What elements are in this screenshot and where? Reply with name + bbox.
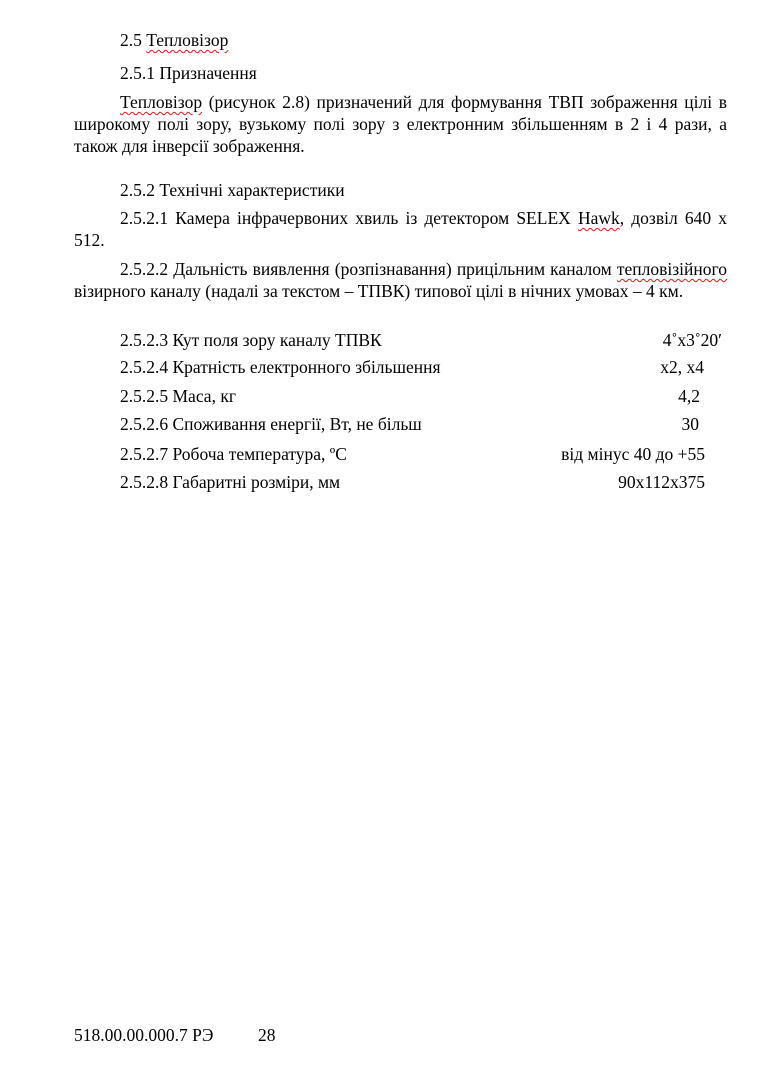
spec-label: 2.5.2.8 Габаритні розміри, мм xyxy=(120,472,341,492)
spec-label: 2.5.2.4 Кратність електронного збільшення xyxy=(120,357,441,377)
purpose-paragraph xyxy=(74,91,727,157)
spec-label: 2.5.2.6 Споживання енергії, Вт, не більш xyxy=(120,414,422,434)
spec-value: 4˚х3˚20′ xyxy=(662,330,722,350)
section-title: Тепловізор xyxy=(146,30,229,50)
spec-label: 2.5.2.7 Робоча температура, ºС xyxy=(120,444,347,464)
camera-paragraph xyxy=(74,207,727,251)
range-text-before: 2.5.2.2 Дальність виявлення (розпізнавання) прицільним каналом xyxy=(120,259,617,279)
spec-label: 2.5.2.3 Кут поля зору каналу ТПВК xyxy=(120,330,382,350)
purpose-first-word: Тепловізор xyxy=(120,92,203,112)
purpose-heading: 2.5.1 Призначення xyxy=(120,63,257,83)
spec-value: від мінус 40 до +55 xyxy=(561,444,705,464)
camera-text-after: , дозвіл 640 х 512. xyxy=(74,208,727,250)
range-spell-word: тепловізійного xyxy=(616,259,727,279)
spec-value: 90х112х375 xyxy=(618,472,705,492)
footer-doc-code: 518.00.00.000.7 РЭ xyxy=(74,1025,214,1045)
spec-value: 30 xyxy=(681,414,699,434)
spec-label: 2.5.2.5 Маса, кг xyxy=(120,386,237,406)
section-heading xyxy=(120,29,228,51)
spec-value: 4,2 xyxy=(678,386,700,406)
range-paragraph xyxy=(74,258,727,302)
spec-value: х2, х4 xyxy=(660,357,704,377)
range-text-after: візирного каналу (надалі за текстом – ТПВК) типової цілі в нічних умовах – 4 км. xyxy=(74,281,684,301)
purpose-text: (рисунок 2.8) призначений для формування ТВП зображення цілі в широкому полі зору, вузькому полі зору з електронним збільшенням в 2 і 4 рази, а також для інверсії зображення. xyxy=(74,92,727,156)
tech-specs-heading: 2.5.2 Технічні характеристики xyxy=(120,180,345,200)
footer-page-number: 28 xyxy=(258,1025,276,1045)
camera-detector-word: Hawk xyxy=(577,208,620,228)
camera-text-before: 2.5.2.1 Камера інфрачервоних хвиль із детектором SELEX xyxy=(120,208,578,228)
section-number: 2.5 xyxy=(120,30,142,50)
